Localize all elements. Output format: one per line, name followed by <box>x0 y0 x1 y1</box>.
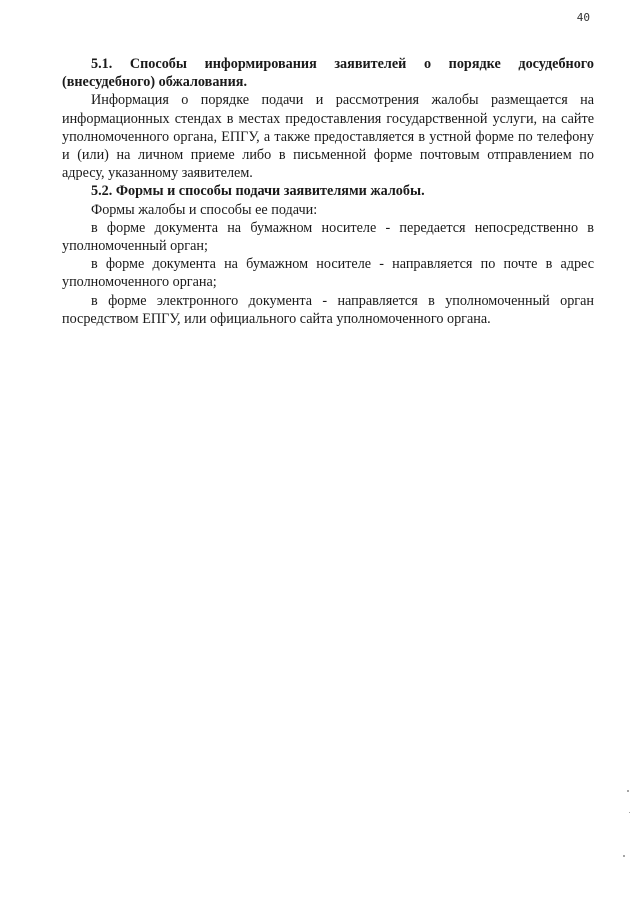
document-body <box>62 55 594 328</box>
page-number: 40 <box>576 11 590 24</box>
section-5-2-heading: 5.2. Формы и способы подачи заявителями жалобы. <box>91 183 425 200</box>
section-5-2-intro: Формы жалобы и способы ее подачи: <box>91 201 318 218</box>
list-item: в форме документа на бумажном носителе - направляется по почте в адрес уполномоченного органа; <box>62 256 594 291</box>
scan-speck <box>627 790 629 792</box>
scan-speck <box>629 812 630 813</box>
section-5-1-heading: 5.1. Способы информирования заявителей о порядке досудебного (внесудебного) обжалования. <box>62 56 594 91</box>
section-5-1-paragraph: Информация о порядке подачи и рассмотрения жалобы размещается на информационных стендах в местах предоставления государственной услуги, на сайте уполномоченного органа, ЕПГУ, а также предоставляется в устной форме по телефону и (или) на личном приеме либо в письменной форме почтовым отправлением по адресу, указанному заявителем. <box>62 92 594 182</box>
scan-speck <box>623 855 625 857</box>
list-item: в форме документа на бумажном носителе - передается непосредственно в уполномоченный орган; <box>62 219 594 255</box>
list-item: в форме электронного документа - направляется в уполномоченный орган посредством ЕПГУ, или официального сайта уполномоченного органа. <box>62 292 594 327</box>
